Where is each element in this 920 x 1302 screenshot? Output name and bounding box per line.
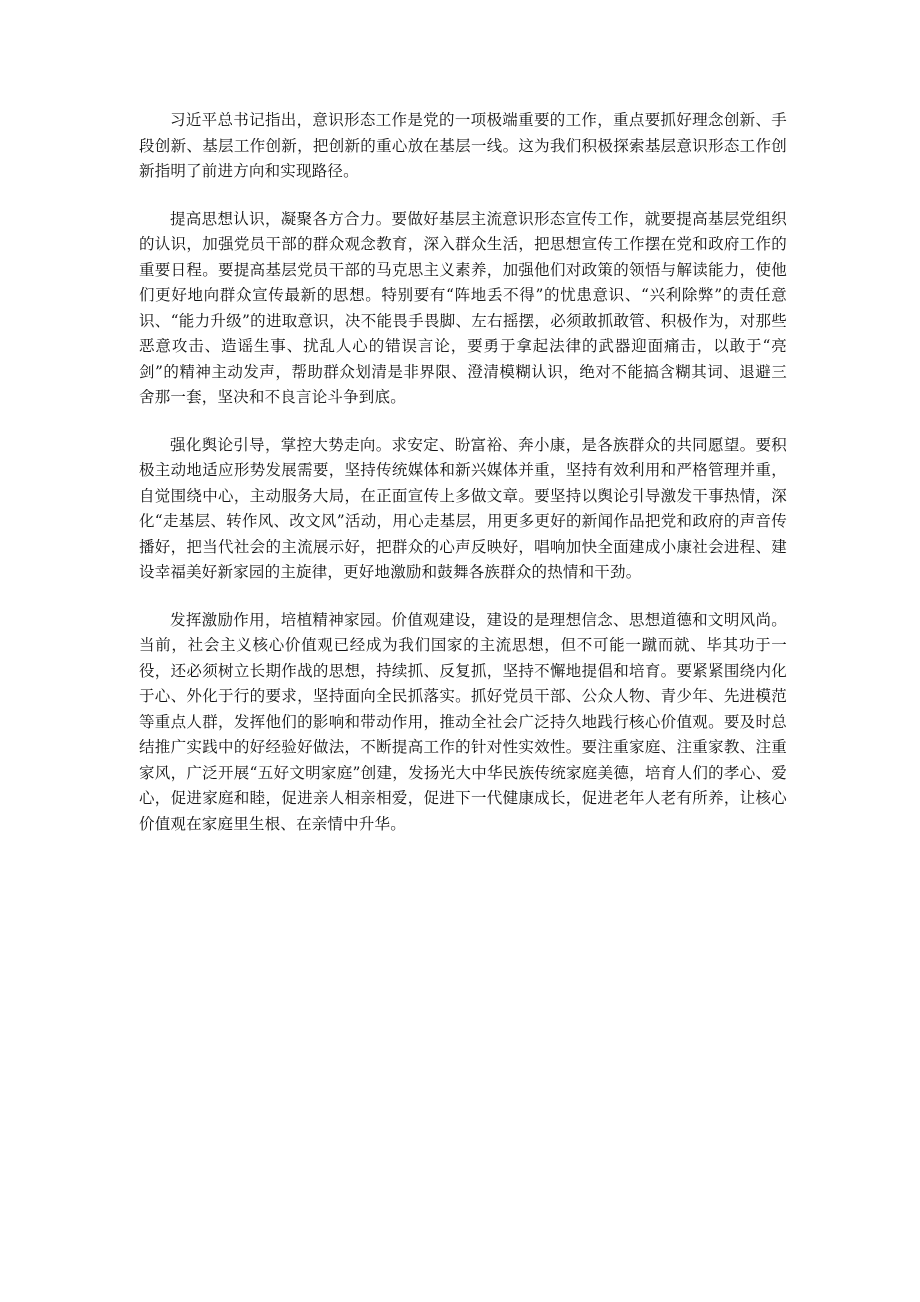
paragraph-public-opinion: 强化舆论引导，掌控大势走向。求安定、盼富裕、奔小康，是各族群众的共同愿望。要积极主动地适应形势发展需要，坚持传统媒体和新兴媒体并重，坚持有效利用和严格管理并重，自觉围绕中心，主动服务大局，在正面宣传上多做文章。要坚持以舆论引导激发干事热情，深化“走基层、转作风、改文风”活动，用心走基层，用更多更好的新闻作品把党和政府的声音传播好，把当代社会的主流展示好，把群众的心声反映好，唱响加快全面建成小康社会进程、建设幸福美好新家园的主旋律，更好地激励和鼓舞各族群众的热情和干劲。 [139, 435, 787, 581]
paragraph-intro: 习近平总书记指出，意识形态工作是党的一项极端重要的工作，重点要抓好理念创新、手段创新、基层工作创新，把创新的重心放在基层一线。这为我们积极探索基层意识形态工作创新指明了前进方向和实现路径。 [139, 111, 787, 180]
paragraph-spiritual-home: 发挥激励作用，培植精神家园。价值观建设，建设的是理想信念、思想道德和文明风尚。当前，社会主义核心价值观已经成为我们国家的主流思想，但不可能一蹴而就、毕其功于一役，还必须树立长期作战的思想，持续抓、反复抓，坚持不懈地提倡和培育。要紧紧围绕内化于心、外化于行的要求，坚持面向全民抓落实。抓好党员干部、公众人物、青少年、先进模范等重点人群，发挥他们的影响和带动作用，推动全社会广泛持久地践行核心价值观。要及时总结推广实践中的好经验好做法，不断提高工作的针对性实效性。要注重家庭、注重家教、注重家风，广泛开展“五好文明家庭”创建，发扬光大中华民族传统家庭美德，培育人们的孝心、爱心，促进家庭和睦，促进亲人相亲相爱，促进下一代健康成长，促进老年人老有所养，让核心价值观在家庭里生根、在亲情中升华。 [139, 610, 787, 833]
paragraph-ideological-awareness: 提高思想认识，凝聚各方合力。要做好基层主流意识形态宣传工作，就要提高基层党组织的认识，加强党员干部的群众观念教育，深入群众生活，把思想宣传工作摆在党和政府工作的重要日程。要提高基层党员干部的马克思主义素养，加强他们对政策的领悟与解读能力，使他们更好地向群众宣传最新的思想。特别要有“阵地丢不得”的忧患意识、“兴利除弊”的责任意识、“能力升级”的进取意识，决不能畏手畏脚、左右摇摆，必须敢抓敢管、积极作为，对那些恶意攻击、造谣生事、扰乱人心的错误言论，要勇于拿起法律的武器迎面痛击，以敢于“亮剑”的精神主动发声，帮助群众划清是非界限、澄清模糊认识，绝对不能搞含糊其词、退避三舍那一套，坚决和不良言论斗争到底。 [139, 209, 787, 406]
document-body [139, 108, 787, 837]
